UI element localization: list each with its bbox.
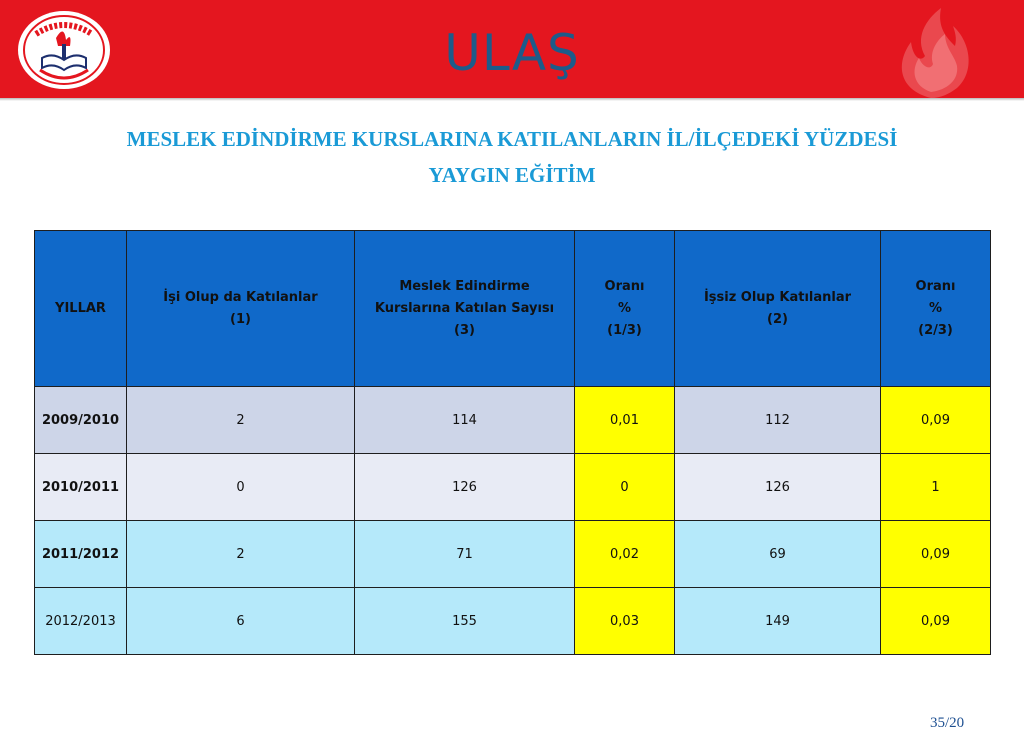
- table-row: [35, 454, 991, 521]
- cell-ratio-1-3: 0,03: [575, 588, 675, 655]
- cell-unemployed: 149: [675, 588, 881, 655]
- header-bar: [0, 0, 1024, 98]
- header-ratio-1-3: Oranı % (1/3): [575, 231, 675, 387]
- header-employed-participants: İşi Olup da Katılanlar (1): [127, 231, 355, 387]
- cell-total: 114: [355, 387, 575, 454]
- table-row: [35, 387, 991, 454]
- cell-year: 2011/2012: [35, 521, 127, 588]
- cell-year: 2012/2013: [35, 588, 127, 655]
- cell-employed: 6: [127, 588, 355, 655]
- header-years: YILLAR: [35, 231, 127, 387]
- cell-ratio-2-3: 0,09: [881, 521, 991, 588]
- cell-ratio-2-3: 1: [881, 454, 991, 521]
- cell-total: 126: [355, 454, 575, 521]
- table-header-row: [35, 231, 991, 387]
- cell-ratio-1-3: 0,02: [575, 521, 675, 588]
- heading-line-2: YAYGIN EĞİTİM: [428, 163, 596, 187]
- cell-unemployed: 112: [675, 387, 881, 454]
- cell-employed: 0: [127, 454, 355, 521]
- cell-year: 2010/2011: [35, 454, 127, 521]
- cell-employed: 2: [127, 387, 355, 454]
- page-number: 35/20: [930, 715, 965, 731]
- table-row: [35, 588, 991, 655]
- slide-title: ULAŞ: [444, 24, 580, 82]
- table-row: [35, 521, 991, 588]
- header-ratio-2-3: Oranı % (2/3): [881, 231, 991, 387]
- cell-ratio-1-3: 0,01: [575, 387, 675, 454]
- header-total-participants: Meslek Edindirme Kurslarına Katılan Sayısı (3): [355, 231, 575, 387]
- cell-unemployed: 126: [675, 454, 881, 521]
- cell-ratio-2-3: 0,09: [881, 387, 991, 454]
- cell-ratio-2-3: 0,09: [881, 588, 991, 655]
- header-shadow: [0, 98, 1024, 101]
- cell-total: 71: [355, 521, 575, 588]
- cell-ratio-1-3: 0: [575, 454, 675, 521]
- heading-line-1: MESLEK EDİNDİRME KURSLARINA KATILANLARIN İL/İLÇEDEKİ YÜZDESİ: [126, 127, 898, 151]
- flame-watermark-icon: [885, 8, 977, 98]
- header-unemployed-participants: İşsiz Olup Katılanlar (2): [675, 231, 881, 387]
- statistics-table: [34, 230, 991, 655]
- cell-total: 155: [355, 588, 575, 655]
- cell-employed: 2: [127, 521, 355, 588]
- cell-year: 2009/2010: [35, 387, 127, 454]
- cell-unemployed: 69: [675, 521, 881, 588]
